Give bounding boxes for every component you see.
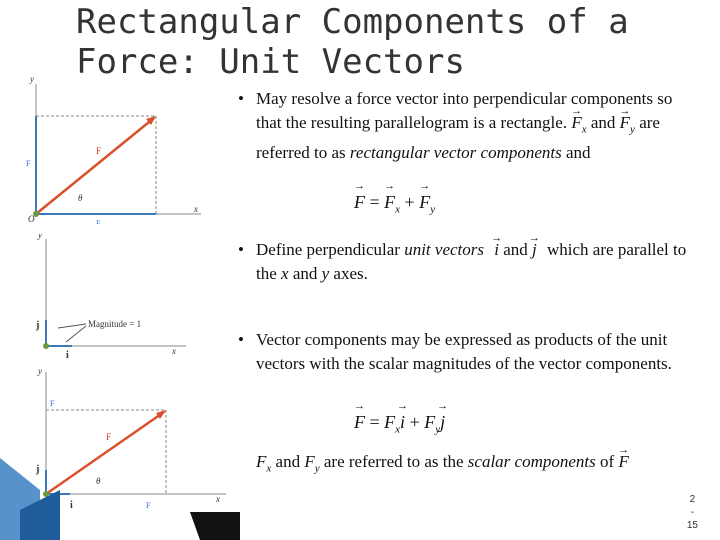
bullet-unit-vectors: • Define perpendicular unit vectors → i and → j which are parallel to the x and y axes.	[238, 238, 688, 286]
equation-unit-form: → $F = F_x\to i + F_y\to j$	[354, 412, 445, 436]
fy-label-3: F	[50, 399, 55, 408]
f-vector-symbol: → F	[618, 450, 628, 474]
i-label: i	[66, 350, 69, 361]
page-title	[76, 2, 636, 82]
bullet-1-post: and	[566, 143, 591, 163]
scalar-components-line: $F_x$ and $F_y$ are referred to as the scalar components of → F	[256, 450, 706, 480]
x-axis-label-2: x	[172, 346, 176, 356]
unit-vector-diagram	[26, 234, 206, 364]
bullet-2-post: which are parallel to the	[256, 240, 687, 283]
page-number: 2 - 15	[686, 494, 698, 531]
figure-force-components	[26, 74, 206, 224]
bullet-1-emphasis: rectangular vector components	[349, 143, 562, 163]
fx-label: F	[96, 219, 101, 224]
x-axis-label-3: x	[216, 494, 220, 504]
bullet-2-emphasis: unit vectors	[404, 240, 484, 259]
figure-unit-vectors	[26, 234, 206, 364]
y-axis-label-3: y	[38, 366, 42, 376]
ij-symbol: → i and → j	[494, 240, 537, 259]
theta-label-3: θ	[96, 476, 101, 486]
y-axis-label-2: y	[38, 234, 42, 240]
j-label: j	[36, 320, 40, 331]
bullet-2-pre: Define perpendicular	[256, 240, 400, 259]
bullet-vector-components: • Vector components may be expressed as products of the unit vectors with the scalar magnitudes of the vector components.	[238, 328, 688, 376]
y-axis-label: y	[30, 74, 34, 84]
bullet-1-text: May resolve a force vector into perpendicular components so that the resulting parallelogram is a rectangle.	[256, 89, 673, 132]
force-label: F	[96, 146, 102, 156]
force-label-3: F	[106, 432, 112, 442]
bullet-3-text: Vector components may be expressed as products of the unit vectors with the scalar magnitudes of the vector components.	[256, 330, 672, 373]
bullet-rectangular-components: • May resolve a force vector into perpendicular components so that the resulting parallelogram is a rectangle. → $F_x$ and → $F_y$ are referred to as rectangular vector components and	[238, 87, 688, 165]
fx-fy-symbol: → $F_x$ and → $F_y$	[571, 113, 635, 132]
equation-f-sum: → F = → $F_x$ + → $F_y$	[354, 192, 435, 216]
origin-label: O	[28, 214, 35, 224]
bullet-1-mid: are referred to as	[256, 113, 660, 163]
fx-label-3: F	[146, 501, 151, 510]
title-line-2: Force: Unit Vectors	[76, 42, 465, 82]
force-diagram	[26, 74, 206, 224]
title-line-1: Rectangular Components of a	[76, 2, 629, 42]
i-label-3: i	[70, 500, 73, 511]
fy-label: F	[26, 159, 31, 168]
decorative-corner	[0, 450, 240, 540]
j-label-3: j	[36, 464, 40, 475]
theta-label: θ	[78, 193, 83, 203]
x-axis-label: x	[194, 204, 198, 214]
magnitude-label: Magnitude = 1	[88, 319, 142, 329]
